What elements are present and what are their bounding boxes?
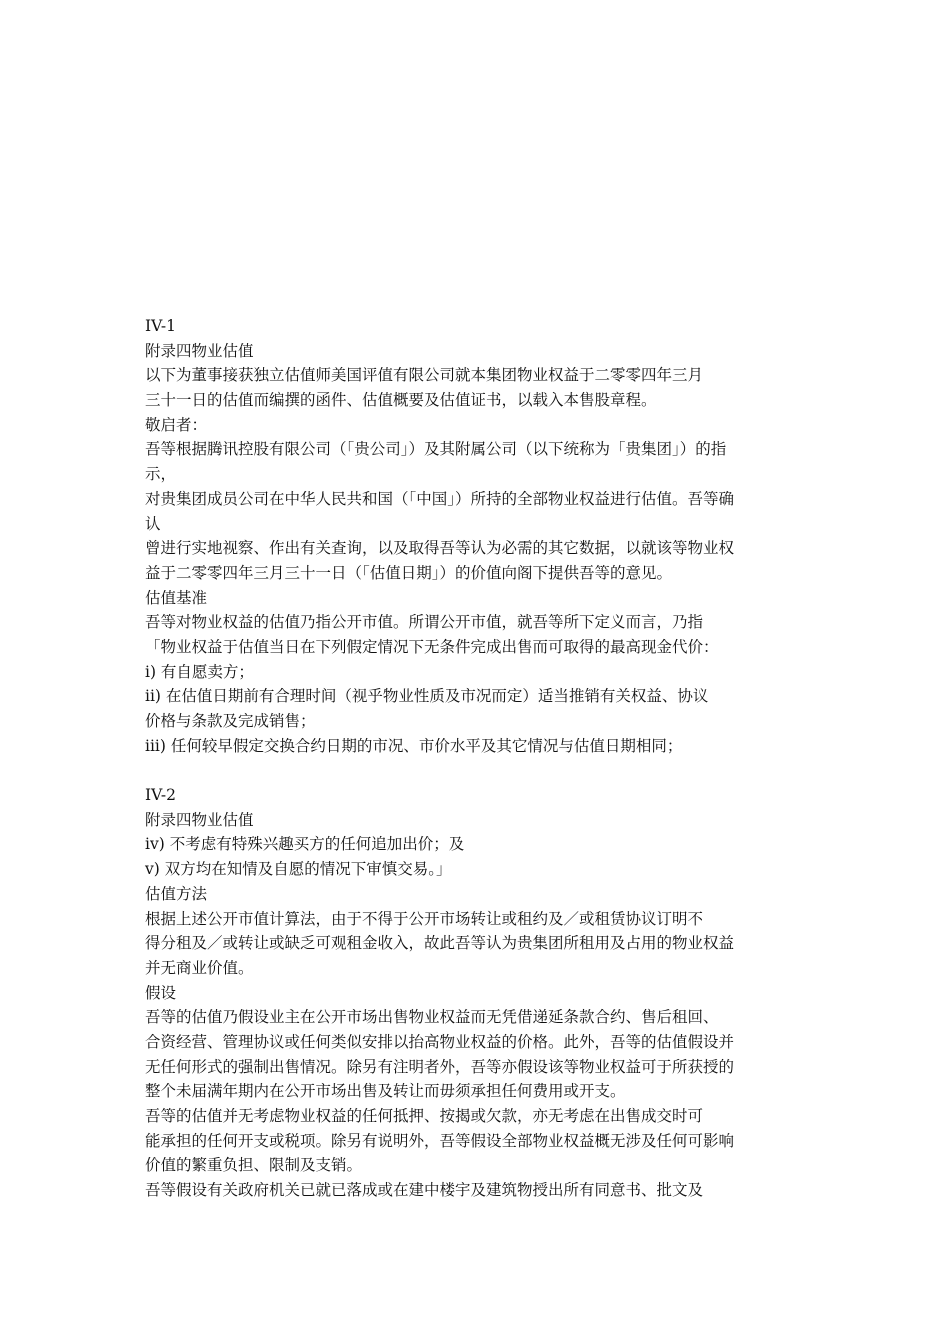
salutation: 敬启者： xyxy=(145,415,208,434)
text-line: 对贵集团成员公司在中华人民共和国（「中国」）所持的全部物业权益进行估值。吾等确 xyxy=(145,489,735,508)
text-line: 无任何形式的强制出售情况。除另有注明者外，吾等亦假设该等物业权益可于所获授的 xyxy=(145,1057,735,1076)
text-line: 价值的繁重负担、限制及支销。 xyxy=(145,1156,363,1175)
page-number: IV-2 xyxy=(145,786,176,805)
text-line: 得分租及／或转让或缺乏可观租金收入，故此吾等认为贵集团所租用及占用的物业权益 xyxy=(145,934,735,953)
text-line: 吾等的估值并无考虑物业权益的任何抵押、按揭或欠款，亦无考虑在出售成交时可 xyxy=(145,1107,704,1125)
text-line: 三十一日的估值而编撰的函件、估值概要及估值证书，以载入本售股章程。 xyxy=(145,391,657,410)
text-line: 并无商业价值。 xyxy=(145,958,254,977)
page-break-gap xyxy=(145,758,815,783)
text-line: 吾等的估值乃假设业主在公开市场出售物业权益而无凭借递延条款合约、售后租回、 xyxy=(145,1008,719,1027)
text-line: 整个未届满年期内在公开市场出售及转让而毋须承担任何费用或开支。 xyxy=(145,1082,626,1101)
list-item: iii) 任何较早假定交换合约日期的市况、市价水平及其它情况与估值日期相同； xyxy=(145,736,683,755)
text-line: 合资经营、管理协议或任何类似安排以抬高物业权益的价格。此外，吾等的估值假设并 xyxy=(145,1032,735,1051)
document-body xyxy=(145,314,815,1203)
appendix-header: 附录四物业估值 xyxy=(145,810,254,829)
text-line: 能承担的任何开支或税项。除另有说明外，吾等假设全部物业权益概无涉及任何可影响 xyxy=(145,1131,735,1150)
text-line: 认 xyxy=(145,514,161,533)
section-heading: 估值方法 xyxy=(145,884,208,903)
text-line: 吾等对物业权益的估值乃指公开市值。所谓公开市值，就吾等所下定义而言，乃指 xyxy=(145,613,704,632)
text-line: 以下为董事接获独立估值师美国评值有限公司就本集团物业权益于二零零四年三月 xyxy=(145,366,704,385)
text-line: 根据上述公开市值计算法，由于不得于公开市场转让或租约及／或租赁协议订明不 xyxy=(145,909,704,928)
text-line: 价格与条款及完成销售； xyxy=(145,712,316,730)
text-line: 吾等根据腾讯控股有限公司（「贵公司」）及其附属公司（以下统称为「贵集团」）的指 xyxy=(145,440,727,459)
list-item: i) 有自愿卖方； xyxy=(145,662,254,681)
text-line: 益于二零零四年三月三十一日（「估值日期」）的价值向阁下提供吾等的意见。 xyxy=(145,563,673,582)
text-line: 曾进行实地视察、作出有关查询，以及取得吾等认为必需的其它数据，以就该等物业权 xyxy=(145,539,735,558)
text-line: 示， xyxy=(145,465,177,484)
section-heading: 估值基准 xyxy=(145,588,208,607)
list-item: ii) 在估值日期前有合理时间（视乎物业性质及市况而定）适当推销有关权益、协议 xyxy=(145,687,709,706)
text-line: 吾等假设有关政府机关已就已落成或在建中楼宇及建筑物授出所有同意书、批文及 xyxy=(145,1181,704,1200)
list-item: v) 双方均在知情及自愿的情况下审慎交易。」 xyxy=(145,860,452,879)
list-item: iv) 不考虑有特殊兴趣买方的任何追加出价；及 xyxy=(145,835,465,854)
appendix-header: 附录四物业估值 xyxy=(145,341,254,360)
text-line: 「物业权益于估值当日在下列假定情况下无条件完成出售而可取得的最高现金代价： xyxy=(145,637,719,656)
page-number: IV-1 xyxy=(145,317,176,335)
section-heading: 假设 xyxy=(145,983,177,1002)
